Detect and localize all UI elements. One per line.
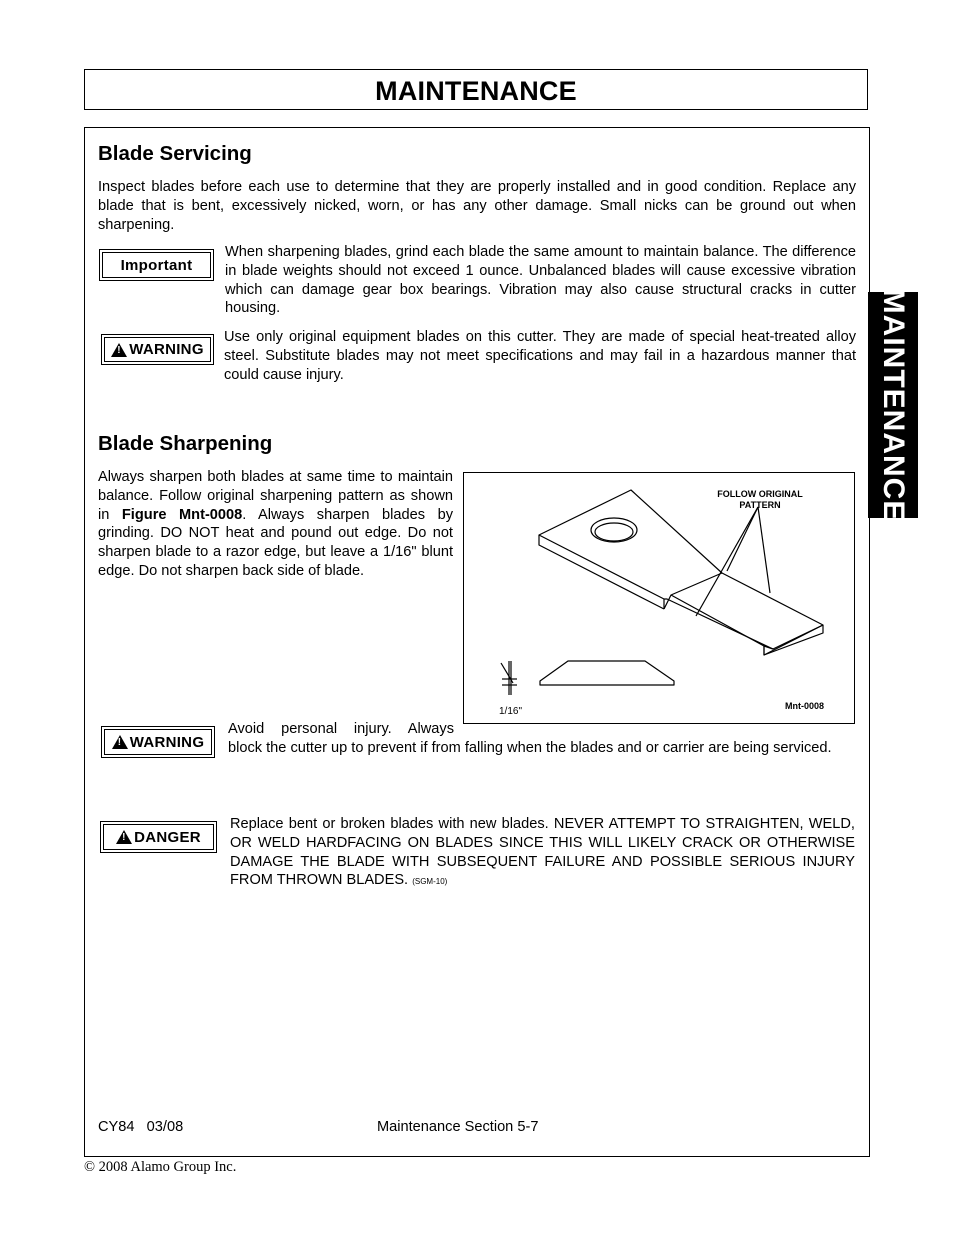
warning-label-2-text: WARNING [129, 733, 205, 751]
warning-text-2-line1: Avoid personal injury. Always [228, 721, 454, 737]
important-label-text: Important [102, 252, 211, 278]
warning-label-1 [101, 334, 214, 365]
warning-label-1-inner [104, 337, 211, 362]
warning-label-2 [101, 726, 215, 758]
sharpening-text-part2: . Always sharpen blades by grinding. DO NOT heat and pound out edge. Do not sharpen blade to a razor edge, but leave a 1/16" blunt edge. Do not sharpen back side of blade. [98, 506, 453, 579]
danger-text [230, 815, 855, 892]
figure-reference: Figure Mnt-0008 [121, 506, 243, 523]
danger-text-body: Replace bent or broken blades with new blades. NEVER ATTEMPT TO STRAIGHTEN, WELD, OR WELD HARDFACING ON BLADES SINCE THIS WILL LIKELY CRACK OR OTHERWISE DAMAGE THE BLADE WITH SUBSEQUENT FAILURE AND POSSIBLE SERIOUS INJURY FROM THROWN BLADES. [230, 816, 855, 889]
footer-model-date: CY84 03/08 [98, 1119, 184, 1135]
warning-label-1-text: WARNING [129, 341, 204, 358]
figure-id-label: Mnt-0008 [785, 701, 825, 711]
figure-dimension-label: 1/16" [499, 706, 523, 717]
warning-triangle-icon [112, 735, 128, 749]
important-label [99, 249, 214, 281]
page-header [84, 69, 868, 110]
blade-servicing-intro: Inspect blades before each use to determine that they are properly installed and in good condition. Replace any blade that is bent, excessively nicked, worn, or has any other damage. Small nicks can be ground out when sharpening. [98, 179, 856, 233]
footer-copyright: © 2008 Alamo Group Inc. [84, 1159, 237, 1175]
figure-callout-line2: PATTERN [739, 500, 781, 510]
danger-label-inner [103, 824, 214, 850]
danger-triangle-icon [116, 830, 132, 844]
blade-sharpening-text [98, 468, 453, 581]
danger-label-text: DANGER [134, 828, 201, 846]
section-side-tab [868, 288, 918, 522]
warning-text-1: Use only original equipment blades on this cutter. They are made of special heat-treated alloy steel. Substitute blades may not meet specifications and may fail in a hazardous manner that could cause injury. [224, 329, 856, 383]
page-title: MAINTENANCE [375, 76, 577, 106]
warning-triangle-icon [111, 343, 127, 357]
danger-reference: (SGM-10) [412, 877, 448, 887]
warning-text-2-rest: block the cutter up to prevent if from falling when the blades and or carrier are being serviced. [228, 740, 832, 756]
footer-section: Maintenance Section 5-7 [377, 1119, 539, 1135]
side-tab-label: MAINTENANCE [877, 288, 910, 522]
blade-sharpening-heading: Blade Sharpening [98, 432, 273, 455]
danger-label [100, 821, 217, 853]
figure-callout-line1: FOLLOW ORIGINAL [717, 489, 803, 499]
figure-mnt-0008 [463, 472, 855, 724]
blade-servicing-heading: Blade Servicing [98, 142, 252, 165]
important-text: When sharpening blades, grind each blade the same amount to maintain balance. The difference in blade weights should not exceed 1 ounce. Unbalanced blades will cause excessive vibration which can damage gear box bearings. Vibration may also cause structural cracks in cutter housing. [225, 244, 856, 317]
blade-diagram [464, 473, 853, 722]
sharpening-text-part1: Always sharpen both blades at same time to maintain balance. Follow original sharpening pattern as shown in [98, 469, 453, 523]
warning-label-2-inner [104, 729, 212, 755]
